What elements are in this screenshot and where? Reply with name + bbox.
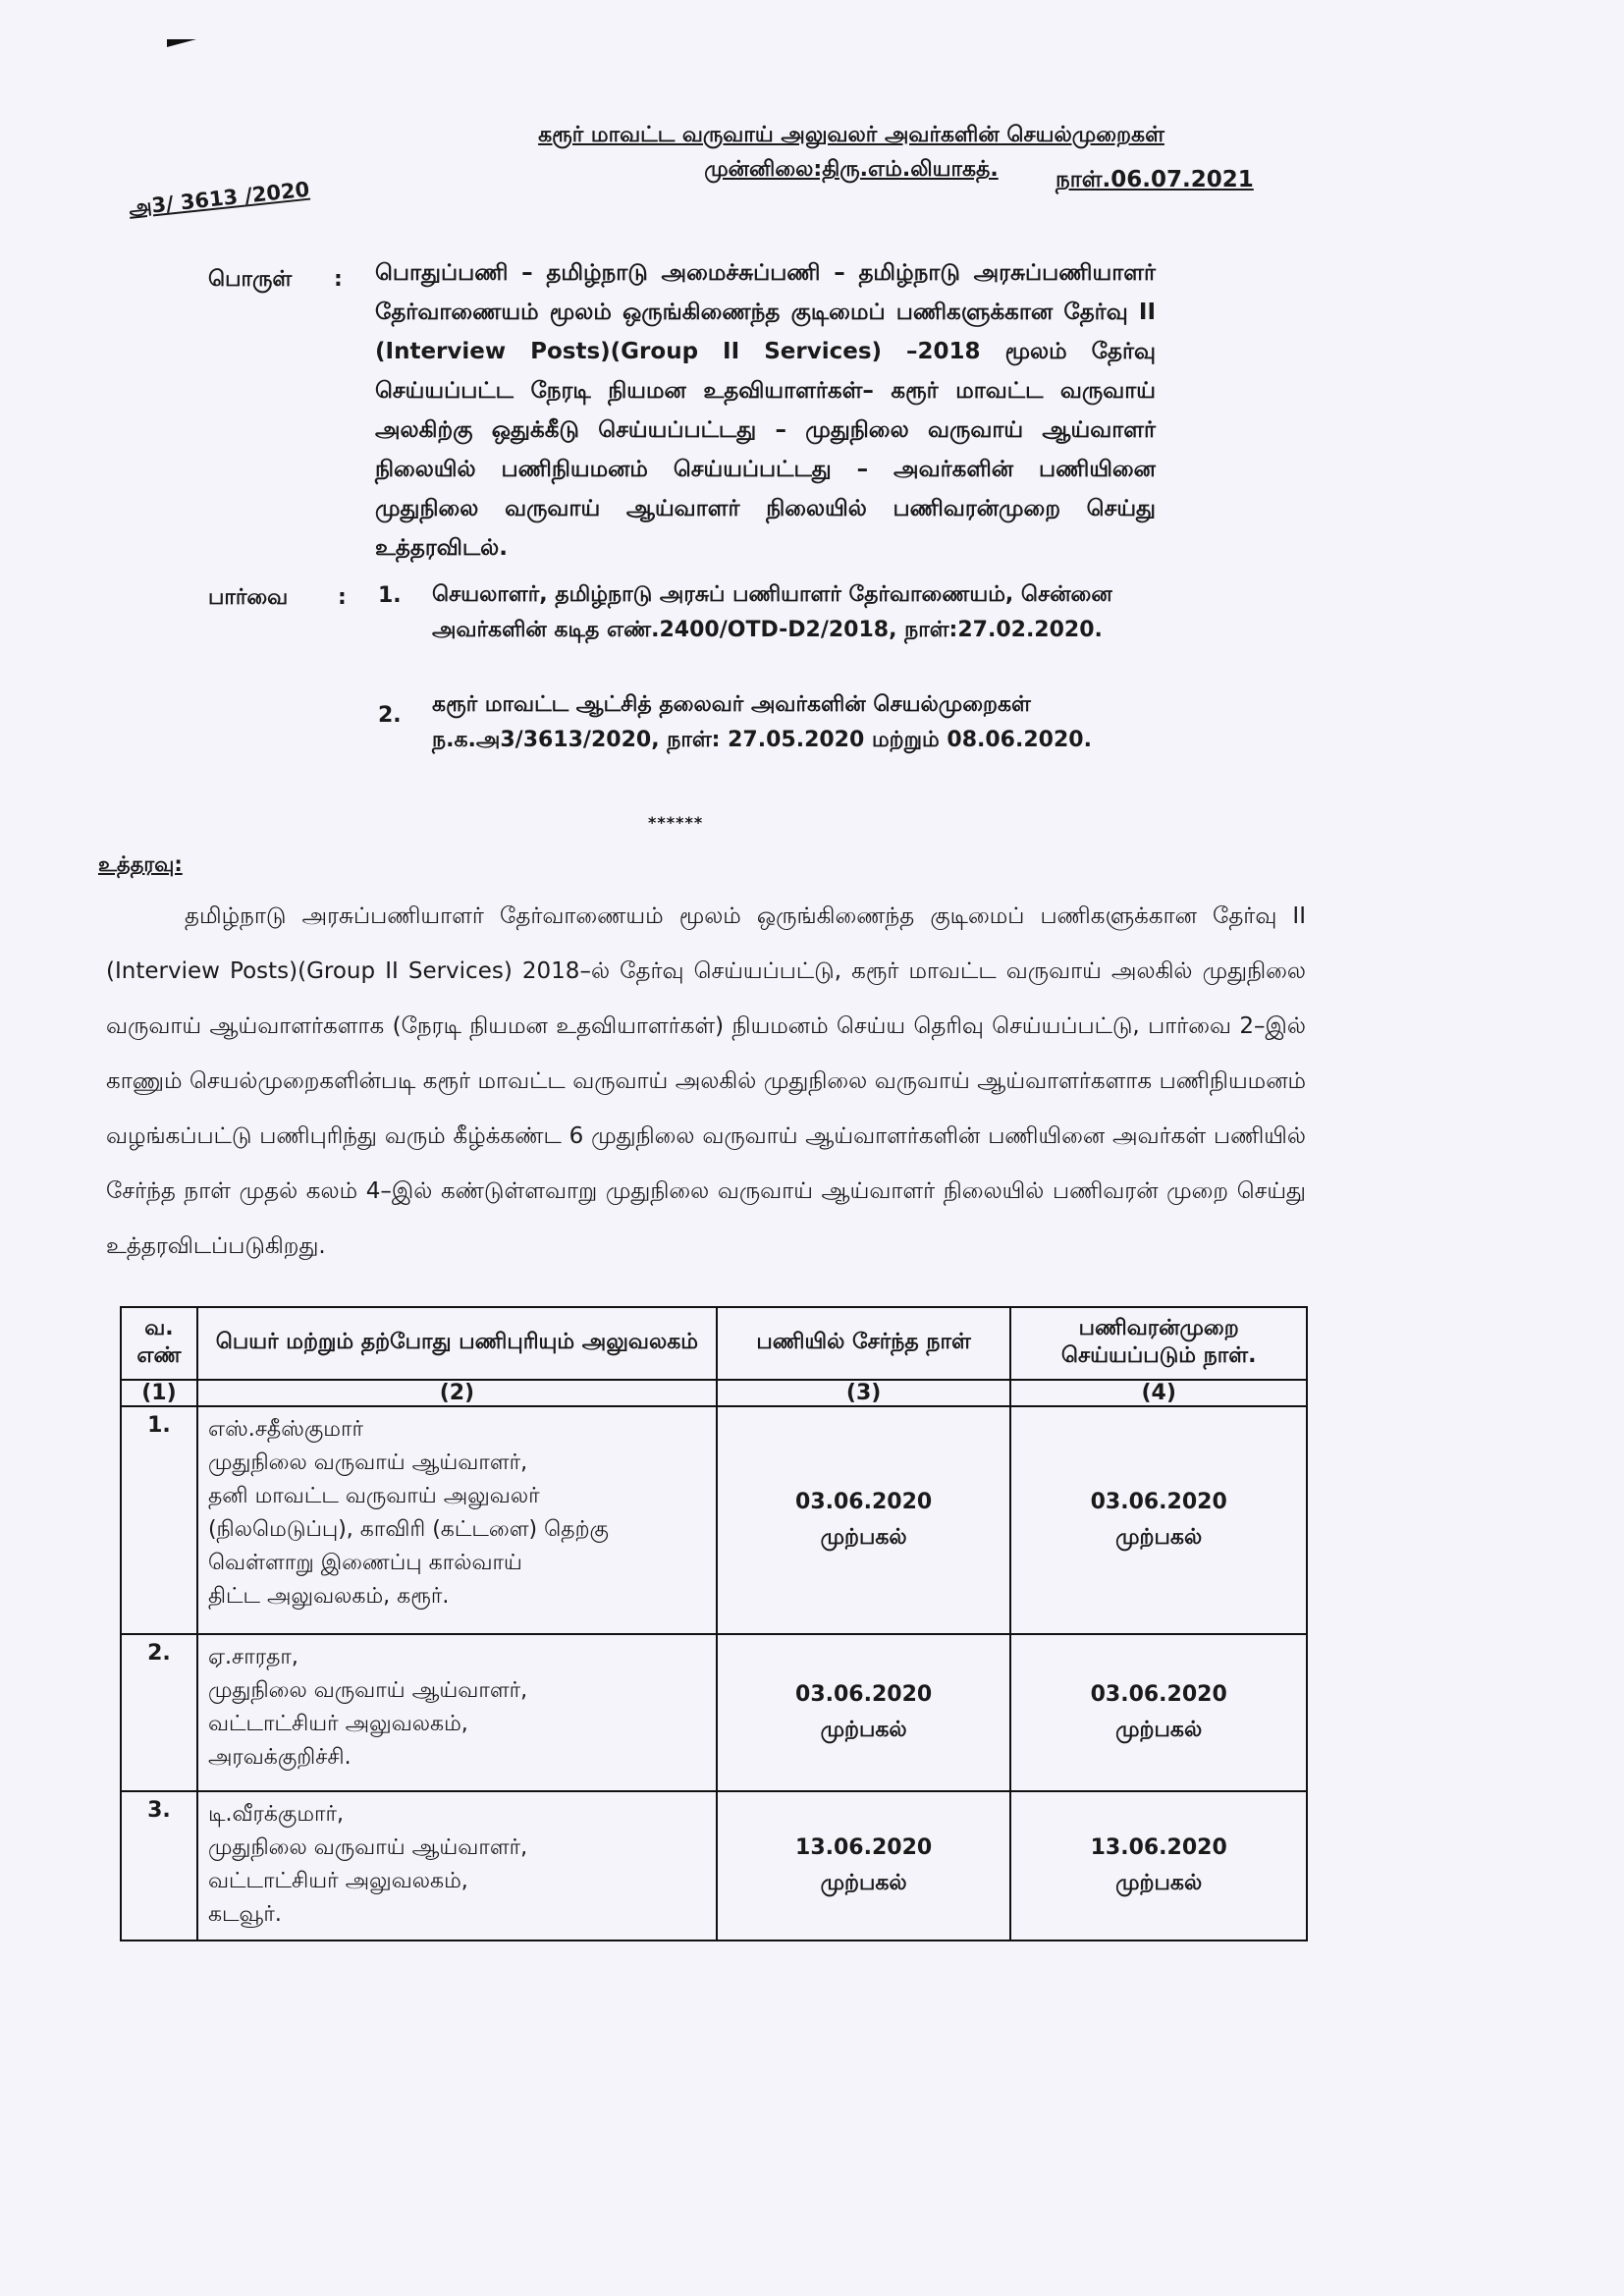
column-header: பணிவரன்முறை செய்யப்படும் நாள். (1010, 1307, 1307, 1380)
employee-name: டி.வீரக்குமார், (207, 1802, 345, 1827)
regularisation-date (1010, 1791, 1307, 1941)
header-title: கரூர் மாவட்ட வருவாய் அலுவலர் அவர்களின் செயல்முறைகள் (538, 123, 1164, 147)
regularisation-table (120, 1306, 1308, 1941)
reference-label: பார்வை (208, 585, 289, 610)
subject-colon: : (334, 267, 343, 292)
serial-number: 1. (121, 1406, 197, 1634)
office-line: வட்டாட்சியர் அலுவலகம், (207, 1712, 468, 1736)
office-line: முதுநிலை வருவாய் ஆய்வாளர், (207, 1450, 528, 1475)
date-value: 13.06.2020 (1090, 1835, 1227, 1860)
employee-name: ஏ.சாரதா, (207, 1645, 298, 1669)
column-header: வ. எண் (121, 1307, 197, 1380)
name-office (197, 1634, 717, 1791)
office-line: வெள்ளாறு இணைப்பு கால்வாய் (207, 1551, 522, 1575)
office-line: முதுநிலை வருவாய் ஆய்வாளர், (207, 1835, 528, 1860)
column-header: பெயர் மற்றும் தற்போது பணிபுரியும் அலுவலகம் (197, 1307, 717, 1380)
session-value: முற்பகல் (820, 1718, 907, 1742)
date-value: 03.06.2020 (795, 1682, 933, 1707)
column-number: (4) (1010, 1380, 1307, 1406)
joining-date (717, 1406, 1011, 1634)
office-line: (நிலமெடுப்பு), காவிரி (கட்டளை) தெற்கு (207, 1517, 609, 1542)
column-number: (2) (197, 1380, 717, 1406)
date-value: 03.06.2020 (1090, 1490, 1227, 1514)
column-number-row (121, 1380, 1307, 1406)
office-line: வட்டாட்சியர் அலுவலகம், (207, 1869, 468, 1893)
column-number: (3) (717, 1380, 1011, 1406)
header-presence: முன்னிலை:திரு.எம்.லியாகத். (704, 157, 999, 182)
reference-colon: : (338, 585, 347, 610)
order-date: நாள்.06.07.2021 (1056, 167, 1254, 192)
date-value: 13.06.2020 (795, 1835, 933, 1860)
column-header: பணியில் சேர்ந்த நாள் (717, 1307, 1011, 1380)
session-value: முற்பகல் (820, 1525, 907, 1550)
joining-date (717, 1791, 1011, 1941)
name-office (197, 1406, 717, 1634)
joining-date (717, 1634, 1011, 1791)
session-value: முற்பகல் (1115, 1718, 1203, 1742)
serial-number: 2. (121, 1634, 197, 1791)
reference-item: செயலாளர், தமிழ்நாடு அரசுப் பணியாளர் தேர்வாணையம், சென்னை அவர்களின் கடித எண்.2400/OTD-D2/2018, நாள்:27.02.2020. (432, 582, 1112, 642)
regularisation-date (1010, 1406, 1307, 1634)
session-value: முற்பகல் (1115, 1525, 1203, 1550)
office-line: அரவக்குறிச்சி. (207, 1745, 352, 1770)
regularisation-date (1010, 1634, 1307, 1791)
table-header-row (121, 1307, 1307, 1380)
session-value: முற்பகல் (1115, 1871, 1203, 1895)
order-body: தமிழ்நாடு அரசுப்பணியாளர் தேர்வாணையம் மூலம் ஒருங்கிணைந்த குடிமைப் பணிகளுக்கான தேர்வு II (Interview Posts)(Group II Services) 2018–ல் தேர்வு செய்யப்பட்டு, கரூர் மாவட்ட வருவாய் அலகில் முதுநிலை வருவாய் ஆய்வாளர்களாக (நேரடி நியமன உதவியாளர்கள்) நியமனம் செய்ய தெரிவு செய்யப்பட்டு, பார்வை 2–இல் காணும் செயல்முறைகளின்படி கரூர் மாவட்ட வருவாய் அலகில் முதுநிலை வருவாய் ஆய்வாளர்களாக பணிநியமனம் வழங்கப்பட்டு பணிபுரிந்து வரும் கீழ்க்கண்ட 6 முதுநிலை வருவாய் ஆய்வாளர்களின் பணியினை அவர்கள் பணியில் சேர்ந்த நாள் முதல் கலம் 4–இல் கண்டுள்ளவாறு முதுநிலை வருவாய் ஆய்வாளர் நிலையில் பணிவரன் முறை செய்து உத்தரவிடப்படுகிறது. (106, 903, 1306, 1259)
name-office (197, 1791, 717, 1941)
separator: ****** (648, 813, 704, 832)
office-line: முதுநிலை வருவாய் ஆய்வாளர், (207, 1678, 528, 1703)
reference-number: அ3/ 3613 /2020 (128, 177, 311, 220)
office-line: திட்ட அலுவலகம், கரூர். (207, 1584, 450, 1609)
office-line: கடவூர். (207, 1902, 282, 1927)
reference-item-number: 1. (378, 583, 402, 608)
date-value: 03.06.2020 (795, 1490, 933, 1514)
employee-name: எஸ்.சதீஸ்குமார் (207, 1417, 363, 1442)
scan-mark (167, 39, 196, 47)
serial-number: 3. (121, 1791, 197, 1941)
session-value: முற்பகல் (820, 1871, 907, 1895)
table-row (121, 1406, 1307, 1634)
date-value: 03.06.2020 (1090, 1682, 1227, 1707)
table-row (121, 1634, 1307, 1791)
office-line: தனி மாவட்ட வருவாய் அலுவலர் (207, 1484, 540, 1508)
subject-label: பொருள் (208, 267, 293, 292)
table-row (121, 1791, 1307, 1941)
order-label: உத்தரவு: (98, 852, 183, 876)
reference-item-number: 2. (378, 703, 402, 728)
reference-item: கரூர் மாவட்ட ஆட்சித் தலைவர் அவர்களின் செயல்முறைகள் ந.க.அ3/3613/2020, நாள்: 27.05.2020 மற்றும் 08.06.2020. (432, 692, 1092, 752)
column-number: (1) (121, 1380, 197, 1406)
subject-text: பொதுப்பணி – தமிழ்நாடு அமைச்சுப்பணி – தமிழ்நாடு அரசுப்பணியாளர் தேர்வாணையம் மூலம் ஒருங்கிணைந்த குடிமைப் பணிகளுக்கான தேர்வு II (Interview Posts)(Group II Services) –2018 மூலம் தேர்வு செய்யப்பட்ட நேரடி நியமன உதவியாளர்கள்– கரூர் மாவட்ட வருவாய் அலகிற்கு ஒதுக்கீடு செய்யப்பட்டது – முதுநிலை வருவாய் ஆய்வாளர் நிலையில் பணிநியமனம் செய்யப்பட்டது – அவர்களின் பணியினை முதுநிலை வருவாய் ஆய்வாளர் நிலையில் பணிவரன்முறை செய்து உத்தரவிடல். (375, 260, 1156, 561)
